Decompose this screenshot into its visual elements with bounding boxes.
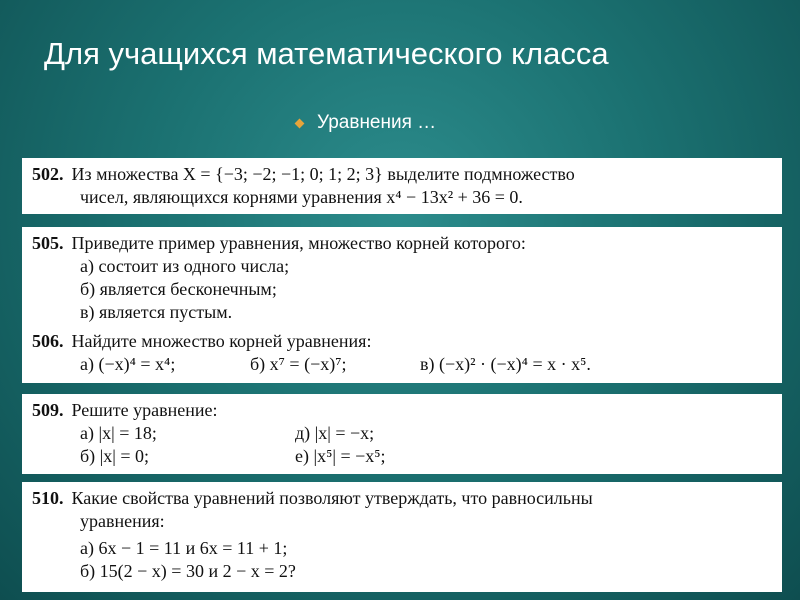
answer-option: б) является бесконечным; bbox=[80, 279, 277, 299]
slide-title: Для учащихся математического класса bbox=[44, 36, 609, 71]
problem-card-502 bbox=[22, 158, 782, 214]
bullet-text: Уравнения … bbox=[317, 112, 437, 133]
answer-option: а) состоит из одного числа; bbox=[80, 256, 290, 276]
answer-option: д) |x| = −x; bbox=[295, 423, 375, 443]
answer-options-row bbox=[32, 445, 772, 468]
problem-line bbox=[32, 163, 772, 186]
problem-text: Из множества X = {−3; −2; −1; 0; 1; 2; 3} выделите подмножество bbox=[71, 164, 575, 184]
problem-text: Решите уравнение: bbox=[71, 400, 218, 420]
problem-number: 506. bbox=[32, 331, 64, 351]
bullet-item bbox=[296, 112, 436, 134]
answer-options-row bbox=[32, 353, 772, 376]
answer-option: а) 6x − 1 = 11 и 6x = 11 + 1; bbox=[80, 538, 288, 558]
answer-options-row bbox=[32, 422, 772, 445]
answer-option: а) (−x)⁴ = x⁴; bbox=[80, 354, 176, 374]
problem-text-continued: уравнения: bbox=[80, 511, 165, 531]
problem-text: Какие свойства уравнений позволяют утверждать, что равносильны bbox=[71, 488, 593, 508]
problem-text-continued: чисел, являющихся корнями уравнения x⁴ − 13x² + 36 = 0. bbox=[80, 187, 523, 207]
problem-line bbox=[32, 487, 772, 510]
problem-line bbox=[32, 399, 772, 422]
answer-option: в) (−x)² · (−x)⁴ = x · x⁵. bbox=[420, 354, 591, 374]
problem-number: 509. bbox=[32, 400, 64, 420]
answer-option: в) является пустым. bbox=[80, 302, 233, 322]
problem-text: Приведите пример уравнения, множество корней которого: bbox=[71, 233, 526, 253]
problem-line bbox=[32, 330, 772, 353]
problem-card-505-506 bbox=[22, 227, 782, 383]
answer-option: б) 15(2 − x) = 30 и 2 − x = 2? bbox=[80, 561, 296, 581]
problem-number: 510. bbox=[32, 488, 64, 508]
answer-option: б) |x| = 0; bbox=[80, 446, 150, 466]
problem-number: 502. bbox=[32, 164, 64, 184]
problem-number: 505. bbox=[32, 233, 64, 253]
answer-option: е) |x⁵| = −x⁵; bbox=[295, 446, 386, 466]
problem-text: Найдите множество корней уравнения: bbox=[71, 331, 372, 351]
problem-card-509 bbox=[22, 394, 782, 474]
problem-card-510 bbox=[22, 482, 782, 592]
answer-option: а) |x| = 18; bbox=[80, 423, 157, 443]
answer-option: б) x⁷ = (−x)⁷; bbox=[250, 354, 347, 374]
diamond-bullet-icon bbox=[295, 119, 305, 129]
problem-line bbox=[32, 232, 772, 255]
